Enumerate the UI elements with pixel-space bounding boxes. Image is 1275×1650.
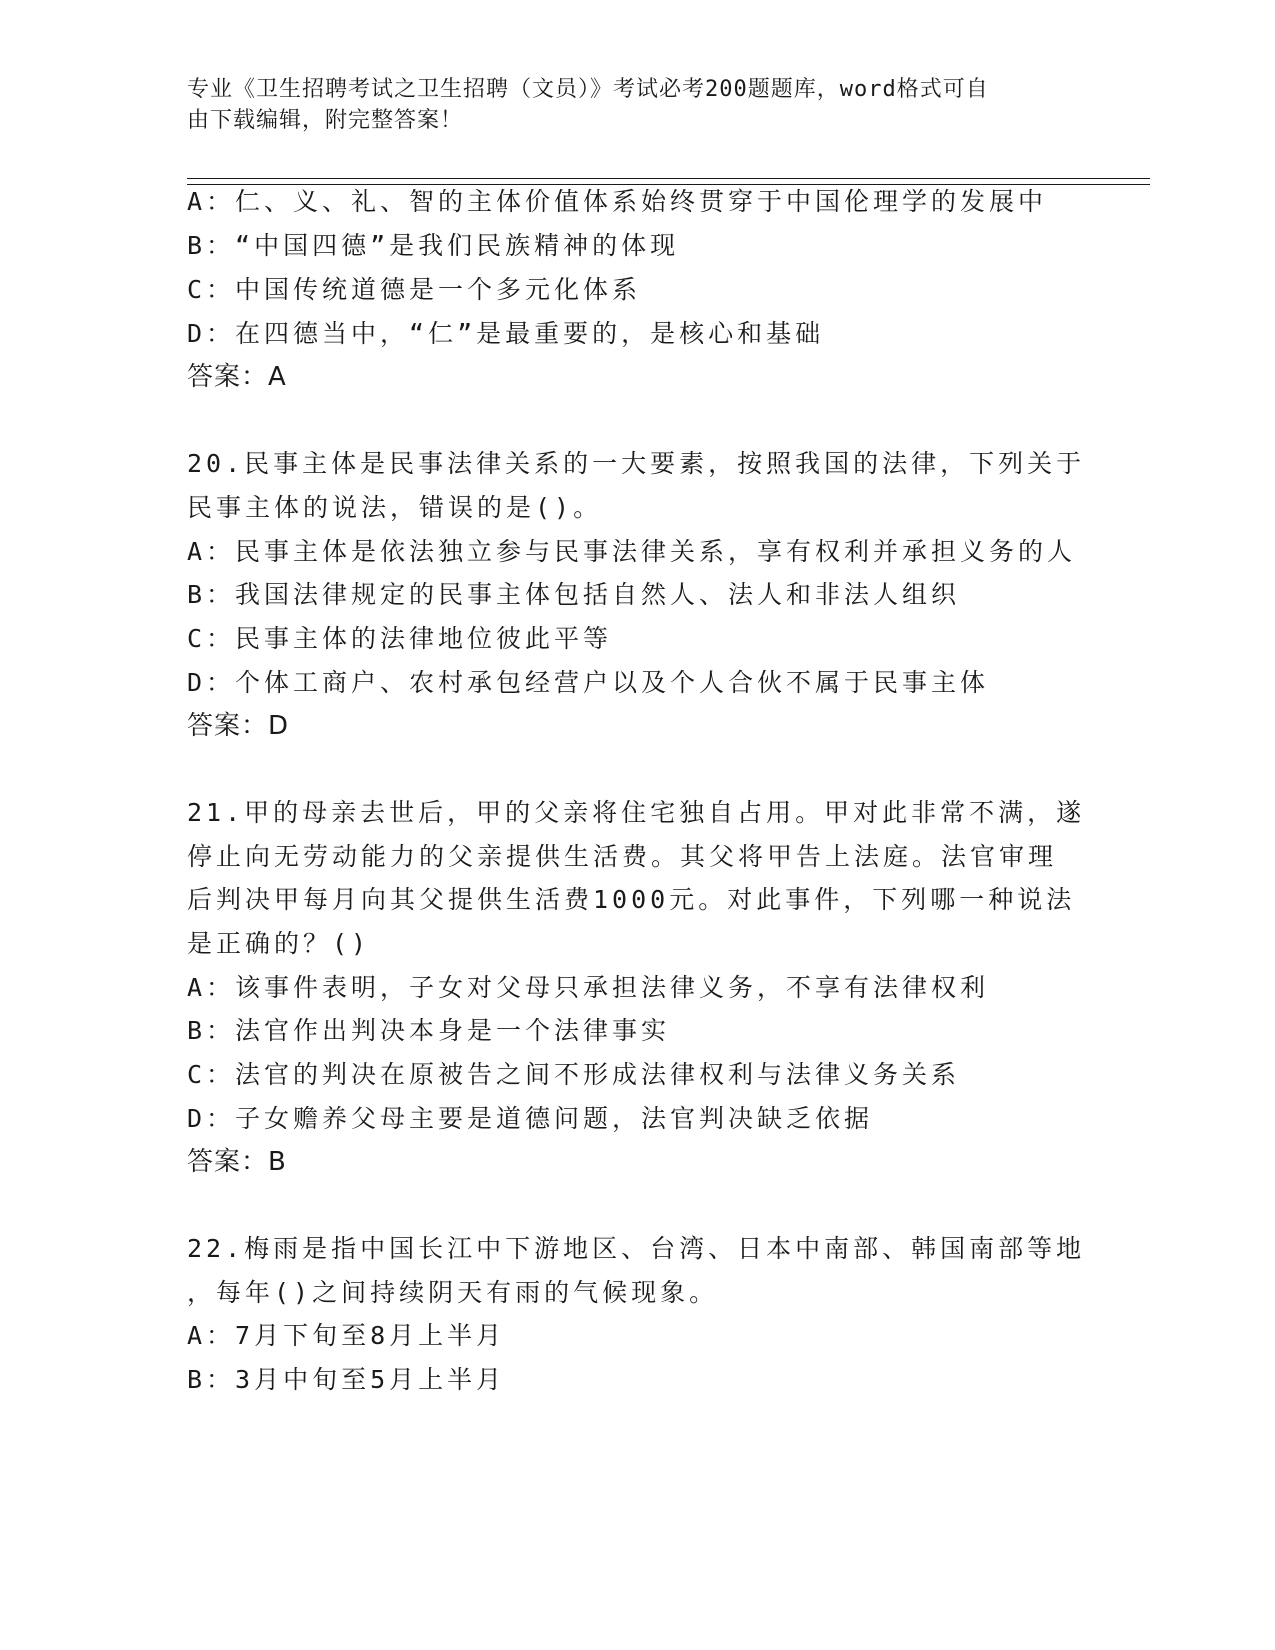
header-divider-bottom bbox=[187, 184, 1150, 185]
q19-option-c: C：中国传统道德是一个多元化体系 bbox=[187, 275, 642, 304]
q20-answer: 答案：D bbox=[187, 711, 290, 741]
header-line-2: 由下载编辑，附完整答案！ bbox=[187, 108, 464, 133]
q19-option-a: A：仁、义、礼、智的主体价值体系始终贯穿于中国伦理学的发展中 bbox=[187, 187, 1048, 216]
header-divider-top bbox=[187, 178, 1150, 179]
q21-option-d: D：子女赡养父母主要是道德问题，法官判决缺乏依据 bbox=[187, 1104, 874, 1133]
q22-stem-line-2: ，每年()之间持续阴天有雨的气候现象。 bbox=[187, 1278, 719, 1307]
q20-option-b: B：我国法律规定的民事主体包括自然人、法人和非法人组织 bbox=[187, 580, 961, 609]
q19-answer: 答案：A bbox=[187, 362, 287, 392]
q20-stem-line-2: 民事主体的说法，错误的是()。 bbox=[187, 493, 603, 522]
header-line-1: 专业《卫生招聘考试之卫生招聘（文员）》考试必考200题题库，word格式可自 bbox=[187, 77, 989, 102]
q20-option-a: A：民事主体是依法独立参与民事法律关系，享有权利并承担义务的人 bbox=[187, 537, 1077, 566]
q19-option-b: B：“中国四德”是我们民族精神的体现 bbox=[187, 231, 680, 260]
q21-stem-line-1: 21.甲的母亲去世后，甲的父亲将住宅独自占用。甲对此非常不满，遂 bbox=[187, 798, 1086, 827]
q20-option-c: C：民事主体的法律地位彼此平等 bbox=[187, 624, 613, 653]
q22-option-a: A：7月下旬至8月上半月 bbox=[187, 1321, 506, 1350]
q21-option-a: A：该事件表明，子女对父母只承担法律义务，不享有法律权利 bbox=[187, 973, 990, 1002]
q20-option-d: D：个体工商户、农村承包经营户以及个人合伙不属于民事主体 bbox=[187, 668, 990, 697]
q21-answer: 答案：B bbox=[187, 1147, 287, 1177]
document-header bbox=[187, 74, 1067, 136]
q22-stem-line-1: 22.梅雨是指中国长江中下游地区、台湾、日本中南部、韩国南部等地 bbox=[187, 1234, 1086, 1263]
q21-stem-line-2: 停止向无劳动能力的父亲提供生活费。其父将甲告上法庭。法官审理 bbox=[187, 842, 1058, 871]
q21-option-b: B：法官作出判决本身是一个法律事实 bbox=[187, 1016, 671, 1045]
q21-stem-line-3: 后判决甲每月向其父提供生活费1000元。对此事件，下列哪一种说法 bbox=[187, 885, 1076, 914]
q22-option-b: B：3月中旬至5月上半月 bbox=[187, 1365, 506, 1394]
q20-stem-line-1: 20.民事主体是民事法律关系的一大要素，按照我国的法律，下列关于 bbox=[187, 449, 1086, 478]
q19-option-d: D：在四德当中，“仁”是最重要的，是核心和基础 bbox=[187, 319, 825, 348]
q21-stem-line-4: 是正确的？() bbox=[187, 929, 371, 958]
q21-option-c: C：法官的判决在原被告之间不形成法律权利与法律义务关系 bbox=[187, 1060, 961, 1089]
